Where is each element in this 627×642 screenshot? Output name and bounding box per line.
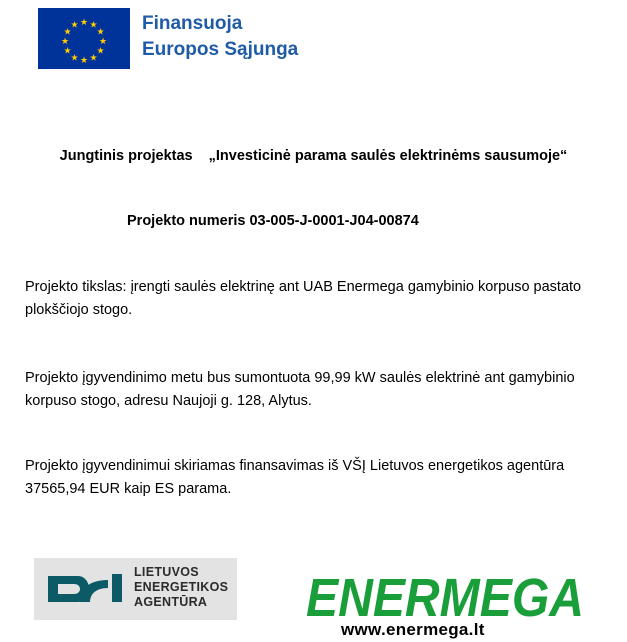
enermega-name: ENERMEGA — [306, 568, 584, 623]
project-title-name: „Investicinė parama saulės elektrinėms sausumoje“ — [208, 148, 568, 164]
lea-name — [134, 565, 228, 610]
svg-text:★: ★ — [79, 18, 89, 28]
svg-text:★: ★ — [98, 37, 108, 47]
project-goal-paragraph: Projekto tikslas: įrengti saulės elektrinę ant UAB Enermega gamybinio korpuso pastato plokščiojo stogo. — [25, 279, 582, 318]
svg-text:★: ★ — [89, 53, 98, 64]
eu-funding-label — [142, 11, 298, 63]
enermega-wordmark — [304, 561, 586, 623]
svg-text:★: ★ — [70, 20, 79, 31]
svg-text:★: ★ — [79, 56, 89, 66]
lea-line-1: LIETUVOS — [134, 565, 199, 579]
enermega-url: www.enermega.lt — [341, 620, 485, 639]
svg-text:★: ★ — [70, 53, 79, 64]
eu-line-2: Europos Sąjunga — [142, 39, 299, 60]
project-title — [0, 148, 627, 164]
svg-text:★: ★ — [63, 46, 72, 57]
lea-logo — [34, 558, 237, 620]
eu-line-1: Finansuoja — [142, 13, 243, 34]
svg-text:★: ★ — [96, 27, 105, 38]
eu-flag-icon — [38, 8, 130, 69]
svg-text:★: ★ — [96, 46, 105, 57]
project-number: Projekto numeris 03-005-J-0001-J04-00874 — [127, 213, 419, 229]
svg-text:★: ★ — [63, 27, 72, 38]
lea-line-2: ENERGETIKOS — [134, 580, 229, 594]
project-title-label: Jungtinis projektas — [59, 148, 193, 164]
lea-line-3: AGENTŪRA — [134, 595, 208, 609]
svg-text:★: ★ — [89, 20, 98, 31]
project-implementation-paragraph: Projekto įgyvendinimo metu bus sumontuota 99,99 kW saulės elektrinė ant gamybinio korpuso stogo, adresu Naujoji g. 128, Alytus. — [25, 370, 575, 409]
eu-stars — [61, 18, 107, 66]
lea-emblem-icon — [34, 558, 134, 620]
svg-text:★: ★ — [60, 37, 70, 47]
project-funding-paragraph: Projekto įgyvendinimui skiriamas finansavimas iš VŠĮ Lietuvos energetikos agentūra 37565,94 EUR kaip ES parama. — [25, 458, 565, 497]
